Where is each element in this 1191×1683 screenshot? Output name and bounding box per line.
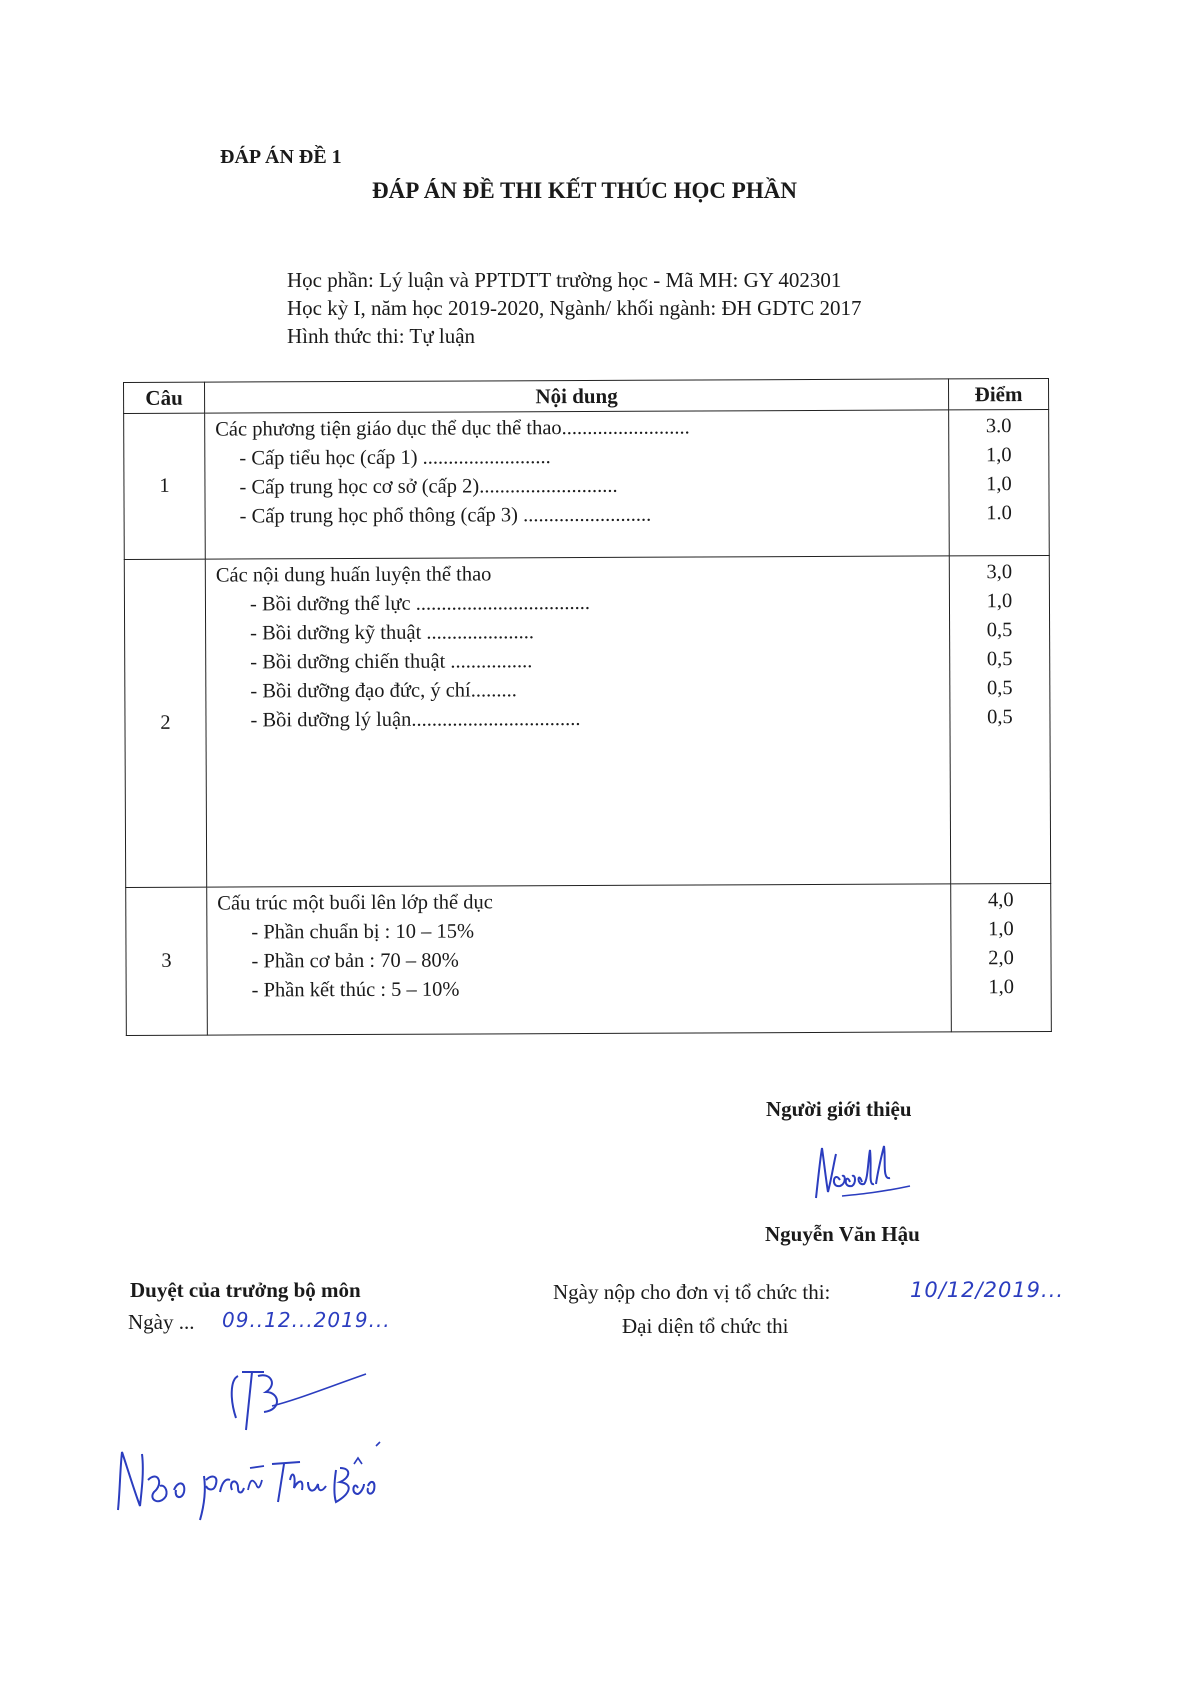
question-content [205,410,950,559]
submission-date-label: Ngày nộp cho đơn vị tổ chức thi: [553,1280,831,1304]
table-row [124,409,1050,559]
content-line: - Phần cơ bản : 70 – 80% [251,949,459,973]
score-value: 1,0 [988,976,1015,999]
question-number: 1 [124,413,206,559]
answer-table [123,378,1052,1036]
score-value: 0,5 [986,677,1013,700]
table-header-row [124,378,1049,413]
question-number: 3 [126,887,208,1035]
content-line: Các phương tiện giáo dục thể dục thể thao......................... [215,416,690,441]
approval-date-value: 09..12...2019... [222,1308,391,1332]
introducer-signature [812,1140,932,1210]
header-score: Điểm [948,378,1048,409]
semester-info: Học kỳ I, năm học 2019-2020, Ngành/ khối ngành: ĐH GDTC 2017 [287,296,862,320]
exam-format-info: Hình thức thi: Tự luận [287,324,476,348]
content-line: - Cấp trung học cơ sở (cấp 2)........................... [239,474,618,499]
answer-label: ĐÁP ÁN ĐỀ 1 [220,146,342,168]
table-row [124,555,1050,887]
score-value: 1,0 [986,473,1012,496]
question-scores [949,555,1050,883]
question-content [207,884,952,1035]
content-line: - Bồi dưỡng lý luận................................. [250,708,581,732]
score-value: 3.0 [985,415,1012,438]
approver-handwritten-name [114,1440,434,1530]
header-question: Câu [124,382,205,413]
page-title: ĐÁP ÁN ĐỀ THI KẾT THÚC HỌC PHẦN [372,178,797,203]
header-content: Nội dung [205,379,949,413]
score-value: 0,5 [987,706,1013,729]
content-line: - Phần kết thúc : 5 – 10% [251,978,460,1002]
content-line: - Bồi dưỡng chiến thuật ................ [250,650,533,674]
content-line: - Bồi dưỡng kỹ thuật ..................... [250,621,535,645]
score-value: 0,5 [986,619,1013,642]
course-info: Học phần: Lý luận và PPTDTT trường học - Mã MH: GY 402301 [287,268,842,292]
score-value: 1.0 [986,502,1012,525]
content-line: - Cấp trung học phổ thông (cấp 3) ......................... [239,503,652,528]
content-line: - Cấp tiểu học (cấp 1) ......................... [239,446,551,470]
introducer-heading: Người giới thiệu [766,1097,912,1121]
score-value: 4,0 [987,889,1014,912]
score-value: 1,0 [985,444,1012,467]
table-row [126,883,1052,1035]
approval-heading: Duyệt của trưởng bộ môn [130,1278,361,1302]
content-line: Các nội dung huấn luyện thể thao [215,563,492,587]
approver-signature [226,1366,376,1436]
content-line: - Bồi dưỡng thể lực .................................. [249,591,591,616]
content-line: Cấu trúc một buổi lên lớp thể dục [217,891,493,915]
score-value: 2,0 [988,947,1014,970]
score-value: 1,0 [986,590,1013,613]
question-content [205,556,950,887]
content-line: - Bồi dưỡng đạo đức, ý chí......... [250,679,517,703]
submission-date-value: 10/12/2019... [910,1278,1065,1302]
content-line: - Phần chuẩn bị : 10 – 15% [251,920,475,944]
score-value: 1,0 [988,918,1014,941]
score-value: 0,5 [986,648,1013,671]
question-number: 2 [124,559,206,887]
organizer-representative-label: Đại diện tổ chức thi [622,1314,789,1338]
score-value: 3,0 [986,561,1013,584]
question-scores [951,883,1052,1031]
question-scores [949,409,1050,555]
introducer-name: Nguyễn Văn Hậu [765,1222,920,1246]
approval-date-label: Ngày ... [128,1310,195,1334]
